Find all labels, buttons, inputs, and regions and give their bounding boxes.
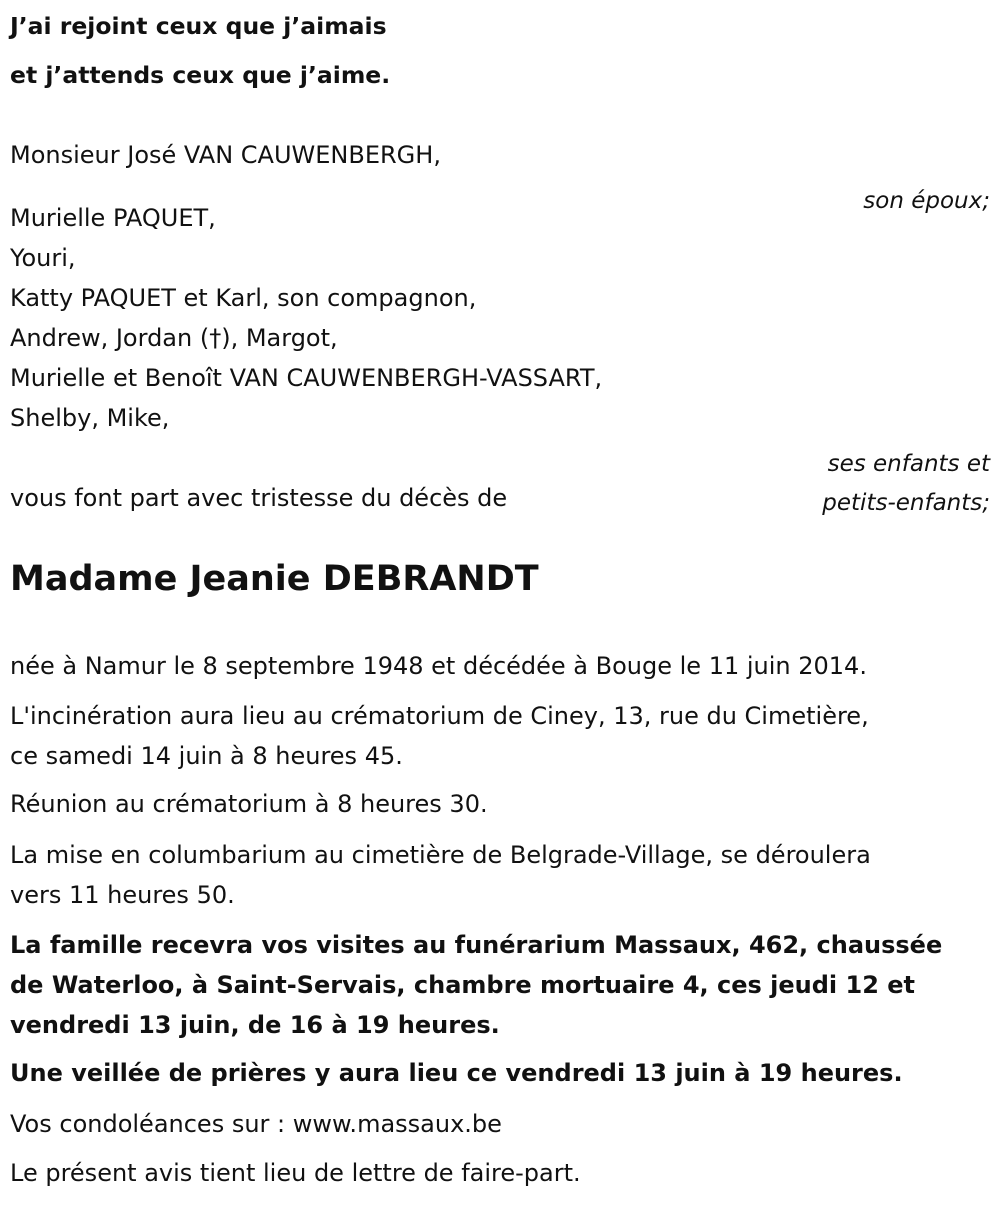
- visits-line-3: vendredi 13 juin, de 16 à 19 heures.: [10, 1011, 500, 1039]
- vigil-text: Une veillée de prières y aura lieu ce vendredi 13 juin à 19 heures.: [10, 1059, 903, 1087]
- cremation-paragraph: [10, 696, 970, 776]
- announcement-text: vous font part avec tristesse du décès de: [10, 484, 508, 512]
- family-line: Murielle et Benoît VAN CAUWENBERGH-VASSART,: [10, 364, 603, 392]
- meeting-text: Réunion au crématorium à 8 heures 30.: [10, 790, 488, 818]
- columbarium-paragraph: [10, 835, 970, 915]
- notice-text: Le présent avis tient lieu de lettre de faire-part.: [10, 1159, 581, 1187]
- family-line: Shelby, Mike,: [10, 404, 170, 432]
- spouse-relation: son époux;: [863, 188, 990, 214]
- visits-paragraph: [10, 925, 970, 1045]
- spouse-name: Monsieur José VAN CAUWENBERGH,: [10, 141, 441, 169]
- columbarium-line-2: vers 11 heures 50.: [10, 881, 235, 909]
- family-line: Murielle PAQUET,: [10, 204, 216, 232]
- birth-death-text: née à Namur le 8 septembre 1948 et décédée à Bouge le 11 juin 2014.: [10, 652, 867, 680]
- visits-line-2: de Waterloo, à Saint-Servais, chambre mortuaire 4, ces jeudi 12 et: [10, 971, 916, 999]
- children-relation-line-1: ses enfants et: [827, 451, 990, 477]
- family-line: Youri,: [10, 244, 76, 272]
- cremation-line-1: L'incinération aura lieu au crématorium de Ciney, 13, rue du Cimetière,: [10, 702, 869, 730]
- family-line: Katty PAQUET et Karl, son compagnon,: [10, 284, 477, 312]
- condolences-text: Vos condoléances sur : www.massaux.be: [10, 1110, 502, 1138]
- deceased-name: Madame Jeanie DEBRANDT: [10, 559, 539, 599]
- columbarium-line-1: La mise en columbarium au cimetière de Belgrade-Village, se déroulera: [10, 841, 871, 869]
- epigraph-line-1: J’ai rejoint ceux que j’aimais: [10, 12, 387, 40]
- visits-line-1: La famille recevra vos visites au funérarium Massaux, 462, chaussée: [10, 931, 943, 959]
- cremation-line-2: ce samedi 14 juin à 8 heures 45.: [10, 742, 403, 770]
- children-relation-line-2: petits-enfants;: [822, 490, 990, 516]
- epigraph-line-2: et j’attends ceux que j’aime.: [10, 61, 391, 89]
- family-line: Andrew, Jordan (†), Margot,: [10, 324, 338, 352]
